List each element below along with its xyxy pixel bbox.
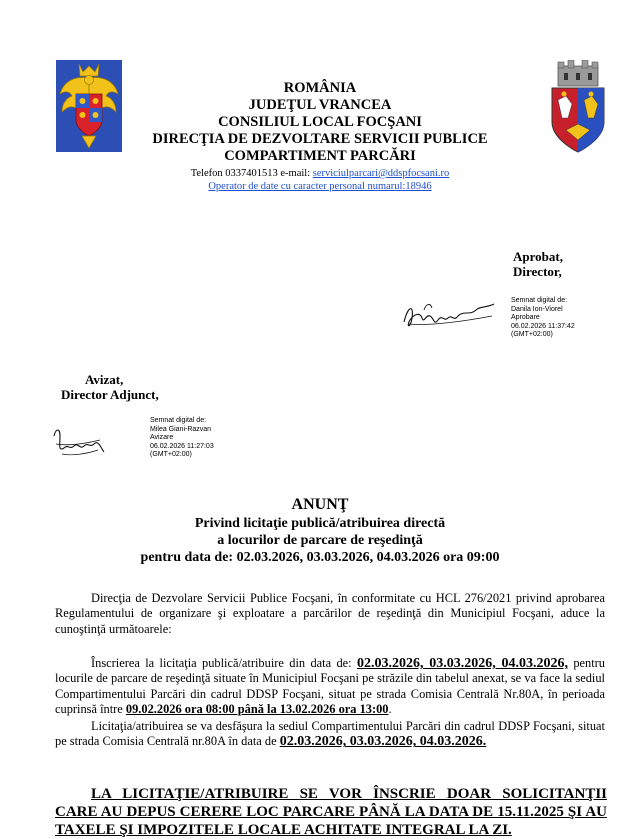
operator-link[interactable]: Operator de date cu caracter personal numarul:18946 xyxy=(208,181,432,192)
director-signature-icon xyxy=(400,296,500,336)
header-country: ROMÂNIA xyxy=(283,80,357,96)
header-department: COMPARTIMENT PARCĂRI xyxy=(224,148,416,164)
announcement-subtitle-1: Privind licitaţie publică/atribuirea directă xyxy=(194,516,446,531)
sig-meta-line: Aprobare xyxy=(511,314,540,322)
header-county: JUDEŢUL VRANCEA xyxy=(248,97,392,113)
registration-text-c: . xyxy=(388,702,392,717)
registration-text-a: Înscrierea la licitaţia publică/atribuire din data de: xyxy=(91,656,357,670)
endorsement-title: Avizat, xyxy=(85,372,124,387)
sig-meta-line: Semnat digital de: xyxy=(150,417,207,424)
registration-paragraph xyxy=(55,656,605,718)
registration-text-b: pentru locurile de parcare de reşedinţă situate în Municipiul Focşani pe străzile din tabelul anexat, se va face la sediul Compartimentului Parcări din cadrul DDSP Focşani, situat pe strada Comisia Centrală Nr.80A, în perioada cuprinsă între xyxy=(55,656,605,717)
registration-period: 09.02.2026 ora 08:00 până la 13.02.2026 ora 13:00 xyxy=(125,702,389,717)
eligibility-notice: LA LICITAŢIE/ATRIBUIRE SE VOR ÎNSCRIE DOAR SOLICITANŢII CARE AU DEPUS CERERE LOC PARCARE PÂNĂ LA DATA DE 15.11.2025 ŞI AU TAXELE ŞI IMPOZITELE LOCALE ACHITATE INTEGRAL LA ZI. xyxy=(55,786,607,838)
header-directorate: DIRECŢIA DE DEZVOLTARE SERVICII PUBLICE xyxy=(152,131,488,147)
intro-paragraph xyxy=(55,591,605,637)
sig-meta-line: Danila Ion-Viorel xyxy=(511,305,563,313)
sig-meta-line: Avizare xyxy=(150,434,174,442)
email-link[interactable]: serviciulparcari@ddspfocsani.ro xyxy=(312,168,450,179)
header-council: CONSILIUL LOCAL FOCŞANI xyxy=(218,114,422,130)
sig-meta-line: Semnat digital de: xyxy=(511,297,568,304)
sig-meta-line: (GMT+02:00) xyxy=(150,451,192,459)
announcement-subtitle-3: pentru data de: 02.03.2026, 03.03.2026, 04.03.2026 ora 09:00 xyxy=(140,550,500,565)
announcement-title: ANUNŢ xyxy=(291,496,349,513)
approval-signature-meta xyxy=(511,297,575,340)
announcement-subtitle-2: a locurilor de parcare de reşedinţă xyxy=(217,533,423,548)
sig-meta-line: (GMT+02:00) xyxy=(511,331,553,339)
contact-line xyxy=(0,167,640,180)
endorsement-signature-meta xyxy=(150,417,214,460)
auction-dates: 02.03.2026, 03.03.2026, 04.03.2026, xyxy=(356,656,568,671)
auction-paragraph xyxy=(55,719,605,750)
auction-text: Licitaţia/atribuirea se va desfăşura la sediul Compartimentului Parcări din cadrul DDSP Focşani, situat pe strada Comisia Centrală nr.80A în data de xyxy=(55,719,605,749)
sig-meta-line: 06.02.2026 11:37:42 xyxy=(511,322,575,330)
auction-dates-2: 02.03.2026, 03.03.2026, 04.03.2026. xyxy=(279,734,487,750)
sig-meta-line: Milea Giani-Razvan xyxy=(150,425,212,433)
approval-title: Aprobat, xyxy=(513,249,563,264)
sig-meta-line: 06.02.2026 11:27:03 xyxy=(150,442,214,450)
endorsement-role: Director Adjunct, xyxy=(61,387,159,402)
intro-text: Direcţia de Dezvolare Servicii Publice Focşani, în conformitate cu HCL 276/2021 privind aprobarea Regulamentului de organizare şi exploatare a parcărilor de reşedinţă din Municipiul Focşani, aduce la cunoştinţă următoarele: xyxy=(55,591,605,636)
phone-text: Telefon 0337401513 e-mail: xyxy=(190,168,313,179)
deputy-signature-icon xyxy=(50,422,106,460)
approval-role: Director, xyxy=(513,264,562,279)
operator-line xyxy=(0,180,640,193)
